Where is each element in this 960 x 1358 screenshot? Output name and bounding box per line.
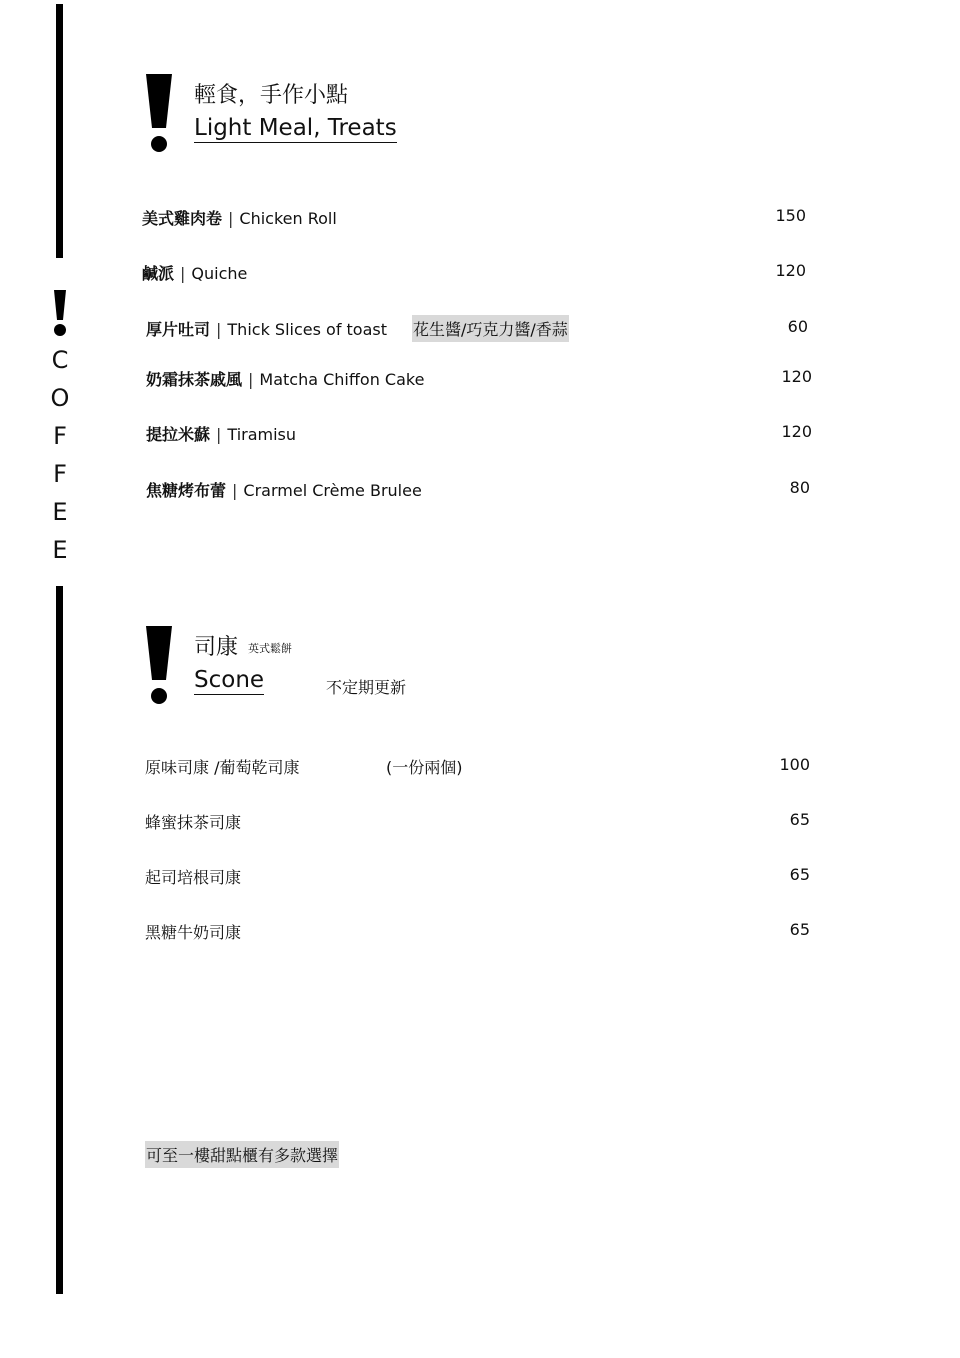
- separator: |: [216, 320, 222, 339]
- menu-item-name: [142, 261, 247, 284]
- menu-item-name: [146, 478, 422, 501]
- separator: |: [180, 264, 186, 283]
- spine-letter: C: [51, 346, 69, 374]
- menu-item-name: [146, 317, 387, 340]
- section-title-en: Scone: [194, 667, 265, 693]
- item-name-en: Crarmel Crème Brulee: [243, 481, 422, 500]
- exclamation-icon: [50, 290, 70, 338]
- separator: |: [248, 370, 254, 389]
- item-option: 花生醬/巧克力醬/香蒜: [412, 315, 569, 342]
- scone-title-zh: 司康: [194, 635, 239, 660]
- scone-item-name: 蜂蜜抹茶司康: [145, 813, 242, 832]
- item-price: 65: [789, 920, 810, 939]
- item-name-zh: 美式雞肉卷: [142, 209, 223, 228]
- separator: |: [232, 481, 238, 500]
- update-note: 不定期更新: [326, 678, 407, 697]
- menu-item-name: [146, 422, 296, 445]
- menu-item-name: [142, 206, 337, 229]
- menu-item-name: [146, 367, 424, 390]
- spine-letter: E: [52, 498, 68, 526]
- exclamation-icon: [144, 74, 174, 154]
- item-price: 120: [781, 367, 812, 386]
- separator: |: [216, 425, 222, 444]
- item-name-zh: 提拉米蘇: [146, 425, 211, 444]
- item-price: 100: [779, 755, 810, 774]
- item-price: 60: [787, 317, 808, 336]
- item-name-en: Matcha Chiffon Cake: [259, 370, 425, 389]
- scone-item-name: 起司培根司康: [145, 868, 242, 887]
- scone-item-name: 原味司康 /葡萄乾司康: [145, 758, 300, 777]
- spine-letter: E: [52, 536, 68, 564]
- item-price: 65: [789, 865, 810, 884]
- item-name-en: Tiramisu: [227, 425, 297, 444]
- item-price: 120: [775, 261, 806, 280]
- separator: |: [228, 209, 234, 228]
- item-price: 80: [789, 478, 810, 497]
- item-name-en: Chicken Roll: [239, 209, 337, 228]
- spine-bar-top: [56, 4, 63, 258]
- item-name-en: Quiche: [191, 264, 248, 283]
- spine-bar-bottom: [56, 586, 63, 1294]
- section-title-zh: [194, 630, 292, 661]
- item-name-zh: 奶霜抹茶戚風: [146, 370, 243, 389]
- item-name-en: Thick Slices of toast: [227, 320, 388, 339]
- item-price: 150: [775, 206, 806, 225]
- scone-title-zh-small: 英式鬆餅: [248, 642, 293, 655]
- section-title-en: Light Meal, Treats: [194, 115, 397, 141]
- item-name-zh: 厚片吐司: [146, 320, 211, 339]
- spine-letter: F: [53, 460, 67, 488]
- item-price: 120: [781, 422, 812, 441]
- item-name-zh: 焦糖烤布蕾: [146, 481, 227, 500]
- spine-letter: F: [53, 422, 67, 450]
- spine-letter: O: [50, 384, 70, 412]
- scone-item-name: 黑糖牛奶司康: [145, 923, 242, 942]
- footer-note: 可至一樓甜點櫃有多款選擇: [145, 1141, 339, 1168]
- item-price: 65: [789, 810, 810, 829]
- scone-item-note: (一份兩個): [386, 758, 463, 777]
- section-title-zh: 輕食，手作小點: [194, 83, 349, 108]
- exclamation-icon: [144, 626, 174, 706]
- item-name-zh: 鹹派: [142, 264, 175, 283]
